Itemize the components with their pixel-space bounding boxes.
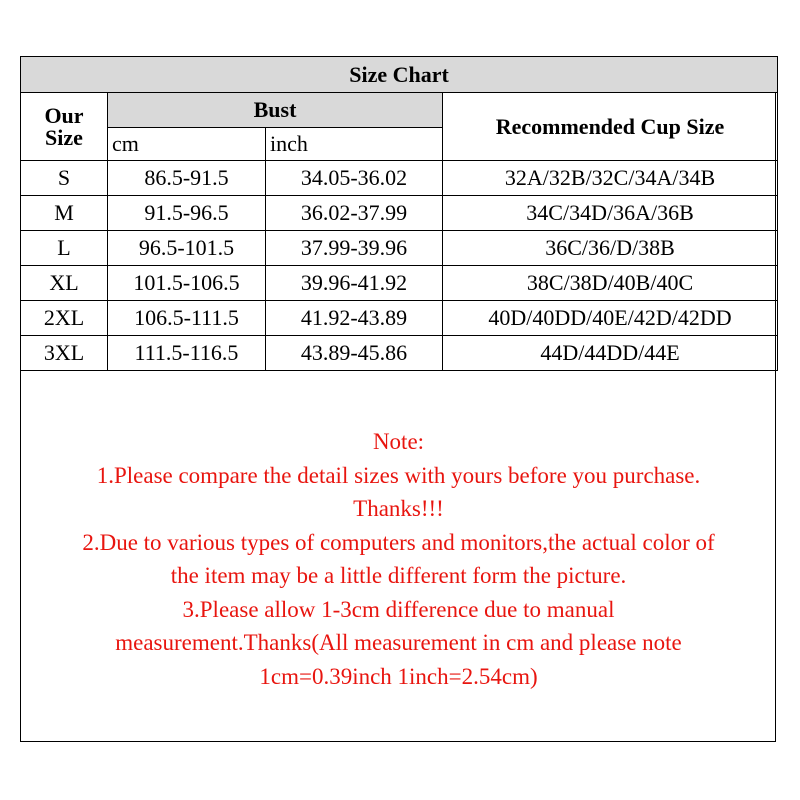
note-line: Thanks!!! (353, 496, 444, 521)
note-line: measurement.Thanks(All measurement in cm and please note (115, 630, 682, 655)
size-chart-table (20, 56, 778, 371)
size-cell: 2XL (21, 301, 108, 336)
cm-cell: 86.5-91.5 (108, 161, 266, 196)
our-size-line2: Size (45, 124, 83, 150)
cup-cell: 34C/34D/36A/36B (443, 196, 778, 231)
table-row (21, 161, 778, 196)
our-size-header (21, 93, 108, 161)
note-block (20, 425, 777, 693)
cm-cell: 91.5-96.5 (108, 196, 266, 231)
inch-cell: 36.02-37.99 (266, 196, 443, 231)
inch-header: inch (266, 128, 443, 161)
inch-cell: 37.99-39.96 (266, 231, 443, 266)
note-line: 1cm=0.39inch 1inch=2.54cm) (259, 663, 538, 689)
note-line: the item may be a little different form the picture. (170, 563, 627, 588)
cup-cell: 40D/40DD/40E/42D/42DD (443, 301, 778, 336)
size-cell: M (21, 196, 108, 231)
cm-cell: 101.5-106.5 (108, 266, 266, 301)
cm-cell: 111.5-116.5 (108, 336, 266, 371)
cup-cell: 36C/36/D/38B (443, 231, 778, 266)
bust-header: Bust (108, 93, 443, 128)
table-row (21, 266, 778, 301)
inch-cell: 43.89-45.86 (266, 336, 443, 371)
size-cell: S (21, 161, 108, 196)
table-row (21, 196, 778, 231)
note-heading: Note: (372, 429, 425, 454)
cup-cell: 38C/38D/40B/40C (443, 266, 778, 301)
inch-cell: 39.96-41.92 (266, 266, 443, 301)
cm-header: cm (108, 128, 266, 161)
size-cell: 3XL (21, 336, 108, 371)
table-row (21, 336, 778, 371)
note-line: 3.Please allow 1-3cm difference due to manual (182, 596, 615, 622)
header-row-1 (21, 93, 778, 128)
size-cell: XL (21, 266, 108, 301)
table-row (21, 231, 778, 266)
cm-cell: 106.5-111.5 (108, 301, 266, 336)
inch-cell: 41.92-43.89 (266, 301, 443, 336)
title-row (21, 57, 778, 93)
cup-cell: 44D/44DD/44E (443, 336, 778, 371)
table-title: Size Chart (21, 57, 778, 93)
cup-cell: 32A/32B/32C/34A/34B (443, 161, 778, 196)
our-size-line1: Our (44, 102, 84, 128)
table-row (21, 301, 778, 336)
inch-cell: 34.05-36.02 (266, 161, 443, 196)
note-line: 2.Due to various types of computers and monitors,the actual color of (82, 529, 715, 555)
cm-cell: 96.5-101.5 (108, 231, 266, 266)
recommended-cup-size-header: Recommended Cup Size (443, 93, 778, 161)
size-cell: L (21, 231, 108, 266)
note-line: 1.Please compare the detail sizes with yours before you purchase. (96, 462, 701, 488)
